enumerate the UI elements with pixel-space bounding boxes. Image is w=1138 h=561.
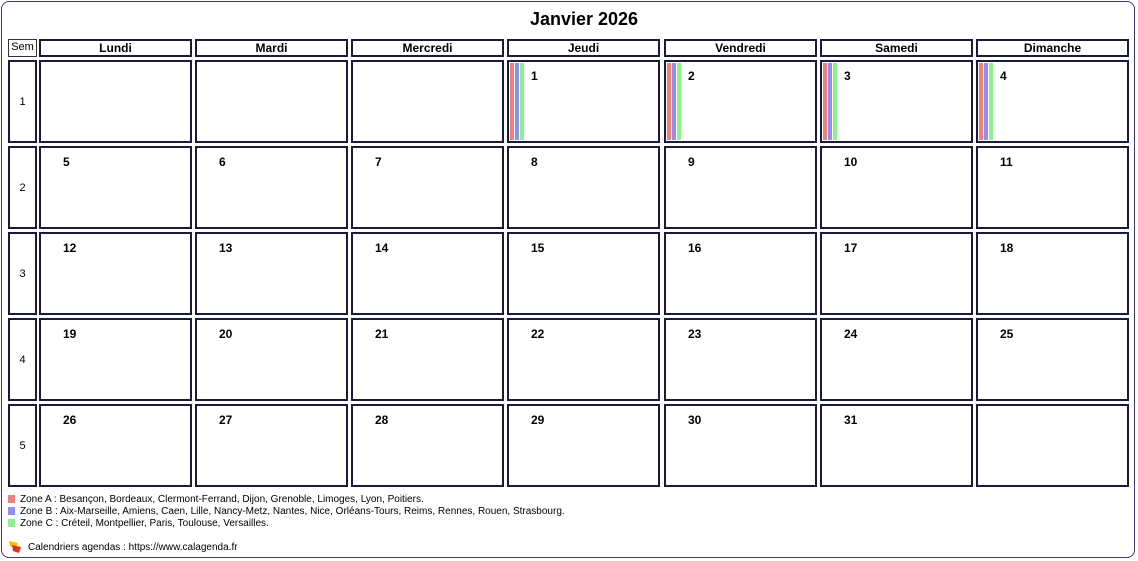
holiday-zone-stripe: [828, 63, 832, 140]
day-cell[interactable]: [39, 404, 192, 487]
day-header-0: Lundi: [39, 39, 192, 57]
day-cell[interactable]: [820, 232, 973, 315]
holiday-stripes: [979, 63, 993, 140]
day-number: 12: [63, 241, 77, 255]
zone-color-swatch: [8, 519, 15, 527]
day-number: 1: [531, 69, 538, 83]
day-number: 27: [219, 413, 233, 427]
holiday-zone-stripe: [510, 63, 514, 140]
day-cell[interactable]: [351, 60, 504, 143]
day-header-6: Dimanche: [976, 39, 1129, 57]
zone-legend-row: [8, 494, 424, 505]
zone-legend-text: Zone A : Besançon, Bordeaux, Clermont-Ferrand, Dijon, Grenoble, Limoges, Lyon, Poitiers.: [20, 494, 424, 505]
day-cell[interactable]: [664, 318, 817, 401]
day-header-2: Mercredi: [351, 39, 504, 57]
day-cell[interactable]: [507, 318, 660, 401]
holiday-zone-stripe: [833, 63, 837, 140]
calendar-title: Janvier 2026: [529, 9, 639, 29]
day-number: 17: [844, 241, 858, 255]
week-number-header: Sem: [8, 39, 37, 57]
day-number: 28: [375, 413, 389, 427]
holiday-zone-stripe: [520, 63, 524, 140]
day-cell[interactable]: [976, 318, 1129, 401]
day-cell[interactable]: [820, 318, 973, 401]
day-header-4: Vendredi: [664, 39, 817, 57]
week-number: 5: [8, 404, 37, 487]
day-cell[interactable]: [195, 146, 348, 229]
zone-legend-row: [8, 518, 269, 529]
day-number: 9: [688, 155, 695, 169]
day-cell[interactable]: [195, 232, 348, 315]
credit-text[interactable]: Calendriers agendas : https://www.calagenda.fr: [28, 541, 238, 553]
day-cell[interactable]: [664, 60, 817, 143]
day-number: 10: [844, 155, 858, 169]
day-cell[interactable]: [39, 232, 192, 315]
day-cell[interactable]: [195, 318, 348, 401]
day-number: 29: [531, 413, 545, 427]
day-cell[interactable]: [351, 232, 504, 315]
day-number: 11: [1000, 155, 1013, 169]
day-number: 24: [844, 327, 858, 341]
day-cell[interactable]: [507, 60, 660, 143]
holiday-zone-stripe: [979, 63, 983, 140]
day-header-1: Mardi: [195, 39, 348, 57]
day-cell[interactable]: [820, 404, 973, 487]
day-number: 6: [219, 155, 226, 169]
day-number: 4: [1000, 69, 1007, 83]
day-number: 20: [219, 327, 233, 341]
holiday-stripes: [667, 63, 681, 140]
day-number: 8: [531, 155, 538, 169]
day-cell[interactable]: [351, 318, 504, 401]
day-cell[interactable]: [39, 318, 192, 401]
day-cell[interactable]: [976, 404, 1129, 487]
day-number: 7: [375, 155, 382, 169]
day-cell[interactable]: [976, 60, 1129, 143]
day-cell[interactable]: [664, 146, 817, 229]
day-number: 22: [531, 327, 545, 341]
credit-line[interactable]: [8, 540, 238, 554]
day-number: 26: [63, 413, 77, 427]
zone-color-swatch: [8, 495, 15, 503]
day-cell[interactable]: [39, 146, 192, 229]
week-number: 1: [8, 60, 37, 143]
calagenda-logo-icon: [8, 540, 22, 554]
day-number: 31: [844, 413, 858, 427]
day-number: 2: [688, 69, 695, 83]
holiday-zone-stripe: [515, 63, 519, 140]
day-number: 25: [1000, 327, 1014, 341]
day-number: 19: [63, 327, 77, 341]
week-number: 4: [8, 318, 37, 401]
day-number: 3: [844, 69, 851, 83]
day-cell[interactable]: [664, 404, 817, 487]
day-number: 16: [688, 241, 702, 255]
day-number: 14: [375, 241, 389, 255]
holiday-zone-stripe: [672, 63, 676, 140]
day-number: 21: [375, 327, 389, 341]
holiday-zone-stripe: [984, 63, 988, 140]
day-header-3: Jeudi: [507, 39, 660, 57]
holiday-zone-stripe: [667, 63, 671, 140]
day-header-5: Samedi: [820, 39, 973, 57]
day-cell[interactable]: [976, 232, 1129, 315]
day-cell[interactable]: [507, 232, 660, 315]
holiday-zone-stripe: [823, 63, 827, 140]
day-cell[interactable]: [351, 404, 504, 487]
day-number: 18: [1000, 241, 1014, 255]
day-cell[interactable]: [507, 146, 660, 229]
day-number: 23: [688, 327, 702, 341]
day-cell[interactable]: [351, 146, 504, 229]
zone-legend-text: Zone C : Créteil, Montpellier, Paris, Toulouse, Versailles.: [20, 518, 269, 529]
day-number: 15: [531, 241, 545, 255]
zone-legend-text: Zone B : Aix-Marseille, Amiens, Caen, Lille, Nancy-Metz, Nantes, Nice, Orléans-Tours, Reims, Rennes, Rouen, Strasbourg.: [20, 506, 565, 517]
day-cell[interactable]: [976, 146, 1129, 229]
day-cell[interactable]: [664, 232, 817, 315]
day-cell[interactable]: [820, 146, 973, 229]
week-number: 2: [8, 146, 37, 229]
day-number: 30: [688, 413, 702, 427]
holiday-zone-stripe: [989, 63, 993, 140]
day-cell[interactable]: [820, 60, 973, 143]
day-cell[interactable]: [195, 60, 348, 143]
zone-color-swatch: [8, 507, 15, 515]
week-number: 3: [8, 232, 37, 315]
day-cell[interactable]: [507, 404, 660, 487]
zone-legend-row: [8, 506, 565, 517]
holiday-zone-stripe: [677, 63, 681, 140]
day-cell[interactable]: [195, 404, 348, 487]
day-cell[interactable]: [39, 60, 192, 143]
day-number: 5: [63, 155, 70, 169]
holiday-stripes: [823, 63, 837, 140]
day-number: 13: [219, 241, 233, 255]
holiday-stripes: [510, 63, 524, 140]
